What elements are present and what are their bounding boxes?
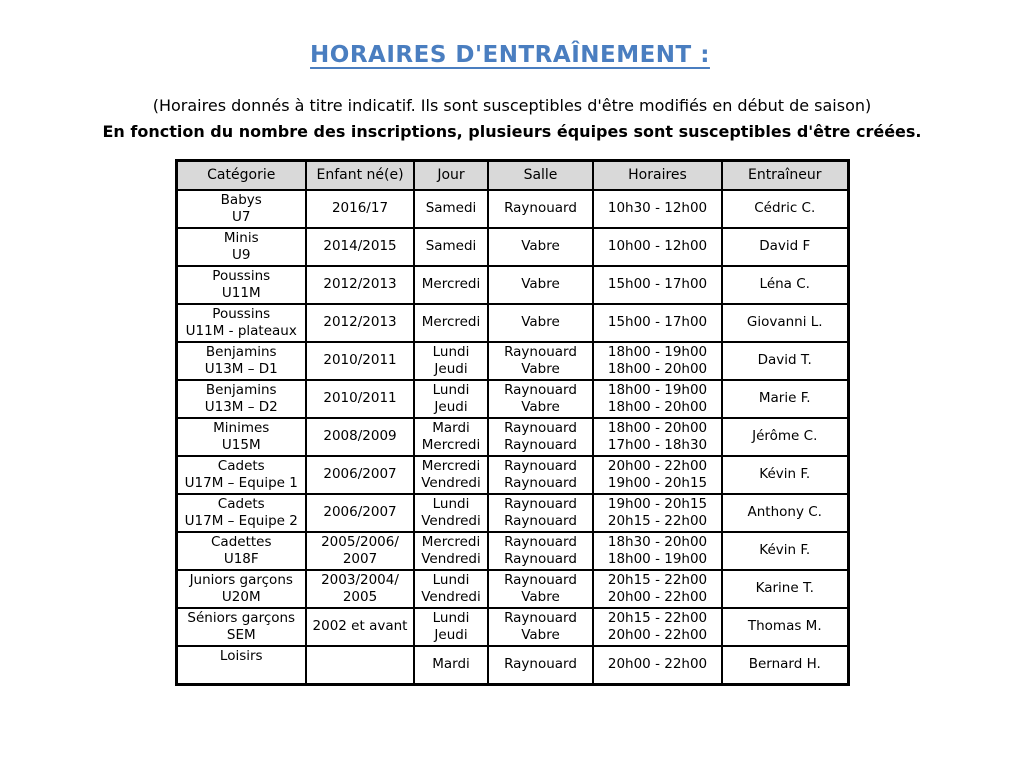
cell-line: 18h00 - 20h00 — [607, 360, 708, 377]
cell-line: U9 — [232, 246, 251, 263]
cell-enfant-ne — [306, 456, 414, 494]
cell-categorie — [176, 190, 306, 228]
cell-jour — [414, 418, 488, 456]
coach-name: Jérôme C. — [752, 428, 818, 444]
table-row — [176, 532, 848, 570]
cell-line: 2012/2013 — [323, 276, 397, 292]
cell-line: Cadets — [217, 457, 265, 474]
cell-enfant-ne — [306, 532, 414, 570]
cell-line: 2008/2009 — [323, 428, 397, 444]
cell-line: 10h00 - 12h00 — [607, 238, 708, 254]
cell-line: Raynouard — [504, 495, 577, 512]
cell-line: 19h00 - 20h15 — [607, 495, 708, 512]
table-row — [176, 228, 848, 266]
cell-line: 2016/17 — [331, 200, 389, 216]
coach-name: David F — [759, 238, 811, 254]
cell-entraineur — [722, 646, 848, 685]
cell-line: Poussins — [212, 267, 271, 284]
cell-line: Samedi — [425, 200, 477, 216]
cell-salle — [488, 380, 593, 418]
cell-horaires — [593, 570, 722, 608]
cell-jour — [414, 646, 488, 685]
cell-line: U11M — [221, 284, 261, 301]
cell-line: 18h00 - 20h00 — [607, 398, 708, 415]
cell-horaires — [593, 532, 722, 570]
cell-entraineur — [722, 532, 848, 570]
cell-salle — [488, 342, 593, 380]
cell-jour — [414, 608, 488, 646]
coach-name: Marie F. — [758, 390, 811, 406]
cell-line: U13M – D2 — [204, 398, 278, 415]
cell-categorie — [176, 494, 306, 532]
cell-jour — [414, 304, 488, 342]
cell-horaires — [593, 418, 722, 456]
cell-entraineur — [722, 570, 848, 608]
cell-line: Lundi — [432, 571, 470, 588]
cell-jour — [414, 266, 488, 304]
cell-categorie — [176, 418, 306, 456]
cell-enfant-ne — [306, 342, 414, 380]
cell-line: U18F — [223, 550, 259, 567]
cell-categorie — [176, 266, 306, 304]
cell-horaires — [593, 646, 722, 685]
training-schedule-table — [175, 159, 850, 686]
table-row — [176, 494, 848, 532]
table-row — [176, 456, 848, 494]
cell-line: Raynouard — [504, 656, 577, 672]
cell-line: 2003/2004/ — [321, 571, 399, 588]
cell-salle — [488, 532, 593, 570]
column-header-horaires: Horaires — [593, 161, 722, 190]
cell-enfant-ne — [306, 418, 414, 456]
cell-line: Raynouard — [504, 474, 577, 491]
cell-jour — [414, 456, 488, 494]
cell-line: Samedi — [425, 238, 477, 254]
table-row — [176, 266, 848, 304]
cell-salle — [488, 304, 593, 342]
cell-line: 18h00 - 19h00 — [607, 550, 708, 567]
cell-line: Jeudi — [434, 360, 468, 377]
cell-line: 2006/2007 — [323, 466, 397, 482]
cell-horaires — [593, 342, 722, 380]
table-row — [176, 418, 848, 456]
cell-line: Raynouard — [504, 512, 577, 529]
column-header-enfant-ne: Enfant né(e) — [306, 161, 414, 190]
coach-name: Kévin F. — [759, 466, 811, 482]
cell-line: Vabre — [521, 314, 560, 330]
coach-name: Cédric C. — [754, 200, 816, 216]
cell-line: Vabre — [521, 276, 560, 292]
cell-line: U20M — [221, 588, 261, 605]
cell-categorie — [176, 456, 306, 494]
cell-line: Minimes — [213, 419, 270, 436]
cell-line: Raynouard — [504, 436, 577, 453]
cell-jour — [414, 532, 488, 570]
cell-salle — [488, 494, 593, 532]
cell-horaires — [593, 608, 722, 646]
coach-name: David T. — [757, 352, 812, 368]
cell-enfant-ne — [306, 608, 414, 646]
cell-salle — [488, 456, 593, 494]
cell-line: Vendredi — [421, 474, 481, 491]
schedule-table-body — [176, 190, 848, 685]
table-row — [176, 646, 848, 685]
cell-line: 20h00 - 22h00 — [607, 588, 708, 605]
cell-line: Minis — [223, 229, 259, 246]
cell-line: Vabre — [521, 398, 560, 415]
cell-enfant-ne — [306, 494, 414, 532]
table-row — [176, 304, 848, 342]
cell-line: 2010/2011 — [323, 352, 397, 368]
cell-salle — [488, 646, 593, 685]
cell-line: Vabre — [521, 360, 560, 377]
cell-line: 2012/2013 — [323, 314, 397, 330]
cell-line: Lundi — [432, 343, 470, 360]
cell-line: Benjamins — [205, 343, 277, 360]
cell-enfant-ne — [306, 646, 414, 685]
cell-line: Mercredi — [421, 533, 481, 550]
cell-line: Cadettes — [211, 533, 272, 550]
cell-line: Raynouard — [504, 419, 577, 436]
cell-line: Mercredi — [421, 276, 481, 292]
cell-entraineur — [722, 380, 848, 418]
coach-name: Karine T. — [755, 580, 814, 596]
cell-horaires — [593, 456, 722, 494]
cell-entraineur — [722, 418, 848, 456]
cell-line: 2007 — [342, 550, 378, 567]
page-title — [0, 42, 1024, 68]
cell-entraineur — [722, 228, 848, 266]
cell-line: 10h30 - 12h00 — [607, 200, 708, 216]
coach-name: Kévin F. — [759, 542, 811, 558]
cell-line: Vendredi — [421, 588, 481, 605]
cell-horaires — [593, 190, 722, 228]
cell-line: SEM — [226, 626, 256, 643]
cell-line: 20h00 - 22h00 — [607, 656, 708, 672]
cell-jour — [414, 228, 488, 266]
cell-salle — [488, 190, 593, 228]
cell-entraineur — [722, 190, 848, 228]
cell-line: Poussins — [212, 305, 271, 322]
cell-line: 20h15 - 22h00 — [607, 512, 708, 529]
coach-name: Anthony C. — [747, 504, 822, 520]
cell-line: Mercredi — [421, 436, 481, 453]
cell-line: Lundi — [432, 495, 470, 512]
cell-line: 18h00 - 20h00 — [607, 419, 708, 436]
cell-line: Mercredi — [421, 314, 481, 330]
cell-jour — [414, 494, 488, 532]
cell-line: Mardi — [432, 419, 470, 436]
coach-name: Giovanni L. — [746, 314, 823, 330]
cell-line: Raynouard — [504, 550, 577, 567]
cell-enfant-ne — [306, 380, 414, 418]
table-row — [176, 190, 848, 228]
cell-categorie — [176, 228, 306, 266]
cell-enfant-ne — [306, 570, 414, 608]
table-row — [176, 608, 848, 646]
cell-salle — [488, 418, 593, 456]
cell-line: Mercredi — [421, 457, 481, 474]
cell-entraineur — [722, 266, 848, 304]
cell-line: U17M – Equipe 2 — [184, 512, 298, 529]
cell-line: Babys — [220, 191, 262, 208]
table-row — [176, 380, 848, 418]
cell-entraineur — [722, 494, 848, 532]
cell-line: 2005/2006/ — [321, 533, 399, 550]
cell-enfant-ne — [306, 266, 414, 304]
cell-categorie — [176, 304, 306, 342]
cell-line: 2002 et avant — [312, 618, 408, 634]
column-header-salle: Salle — [488, 161, 593, 190]
cell-categorie — [176, 532, 306, 570]
cell-line: 2014/2015 — [323, 238, 397, 254]
cell-jour — [414, 380, 488, 418]
cell-salle — [488, 228, 593, 266]
cell-salle — [488, 570, 593, 608]
cell-line: 2005 — [342, 588, 378, 605]
cell-line: U11M - plateaux — [185, 322, 297, 339]
cell-salle — [488, 266, 593, 304]
cell-enfant-ne — [306, 304, 414, 342]
cell-line: 20h00 - 22h00 — [607, 457, 708, 474]
cell-line: Vabre — [521, 238, 560, 254]
cell-line: 19h00 - 20h15 — [607, 474, 708, 491]
cell-categorie — [176, 570, 306, 608]
cell-jour — [414, 570, 488, 608]
cell-jour — [414, 190, 488, 228]
cell-entraineur — [722, 608, 848, 646]
cell-enfant-ne — [306, 190, 414, 228]
cell-line: Mardi — [432, 656, 470, 672]
cell-line: 18h00 - 19h00 — [607, 381, 708, 398]
table-row — [176, 570, 848, 608]
cell-line: Raynouard — [504, 533, 577, 550]
cell-line: U7 — [232, 208, 251, 225]
cell-line: 20h15 - 22h00 — [607, 609, 708, 626]
coach-name: Thomas M. — [747, 618, 822, 634]
cell-line: Vendredi — [421, 550, 481, 567]
cell-line: 15h00 - 17h00 — [607, 276, 708, 292]
cell-line: Raynouard — [504, 200, 577, 216]
table-row — [176, 342, 848, 380]
cell-line: 20h15 - 22h00 — [607, 571, 708, 588]
cell-line: Raynouard — [504, 457, 577, 474]
cell-line: Vendredi — [421, 512, 481, 529]
cell-categorie — [176, 342, 306, 380]
cell-line: Vabre — [521, 588, 560, 605]
cell-line: Lundi — [432, 609, 470, 626]
cell-jour — [414, 342, 488, 380]
cell-line: U17M – Equipe 1 — [184, 474, 298, 491]
cell-categorie — [176, 380, 306, 418]
cell-horaires — [593, 380, 722, 418]
document-page — [0, 42, 1024, 766]
table-header-row — [176, 161, 848, 190]
cell-line: Jeudi — [434, 626, 468, 643]
cell-horaires — [593, 304, 722, 342]
cell-line: Loisirs — [219, 647, 263, 664]
cell-line: Séniors garçons — [187, 609, 296, 626]
subtitle-teams-note: En fonction du nombre des inscriptions, plusieurs équipes sont susceptibles d'être créées. — [102, 122, 922, 141]
cell-categorie — [176, 608, 306, 646]
column-header-jour: Jour — [414, 161, 488, 190]
cell-line: 2006/2007 — [323, 504, 397, 520]
cell-line: Raynouard — [504, 609, 577, 626]
cell-line: U15M — [221, 436, 261, 453]
coach-name: Bernard H. — [748, 656, 821, 672]
cell-entraineur — [722, 304, 848, 342]
cell-horaires — [593, 228, 722, 266]
page-title-text: HORAIRES D'ENTRAÎNEMENT : — [310, 42, 710, 68]
column-header-entraineur: Entraîneur — [722, 161, 848, 190]
cell-enfant-ne — [306, 228, 414, 266]
cell-line: 18h30 - 20h00 — [607, 533, 708, 550]
cell-line: 15h00 - 17h00 — [607, 314, 708, 330]
cell-salle — [488, 608, 593, 646]
cell-line: 20h00 - 22h00 — [607, 626, 708, 643]
cell-line: 18h00 - 19h00 — [607, 343, 708, 360]
cell-line: Juniors garçons — [189, 571, 293, 588]
cell-line: Raynouard — [504, 343, 577, 360]
cell-line: 2010/2011 — [323, 390, 397, 406]
cell-horaires — [593, 494, 722, 532]
cell-line: Cadets — [217, 495, 265, 512]
coach-name: Léna C. — [759, 276, 810, 292]
cell-line: 17h00 - 18h30 — [607, 436, 708, 453]
subtitle-indicative-note: (Horaires donnés à titre indicatif. Ils sont susceptibles d'être modifiés en début de saison) — [152, 96, 872, 115]
column-header-categorie: Catégorie — [176, 161, 306, 190]
cell-line: Lundi — [432, 381, 470, 398]
cell-entraineur — [722, 456, 848, 494]
cell-line: Raynouard — [504, 571, 577, 588]
cell-line: Vabre — [521, 626, 560, 643]
cell-line — [180, 665, 304, 682]
cell-line: Jeudi — [434, 398, 468, 415]
cell-horaires — [593, 266, 722, 304]
cell-line: U13M – D1 — [204, 360, 278, 377]
cell-line: Benjamins — [205, 381, 277, 398]
cell-line: Raynouard — [504, 381, 577, 398]
cell-categorie — [176, 646, 306, 685]
cell-entraineur — [722, 342, 848, 380]
